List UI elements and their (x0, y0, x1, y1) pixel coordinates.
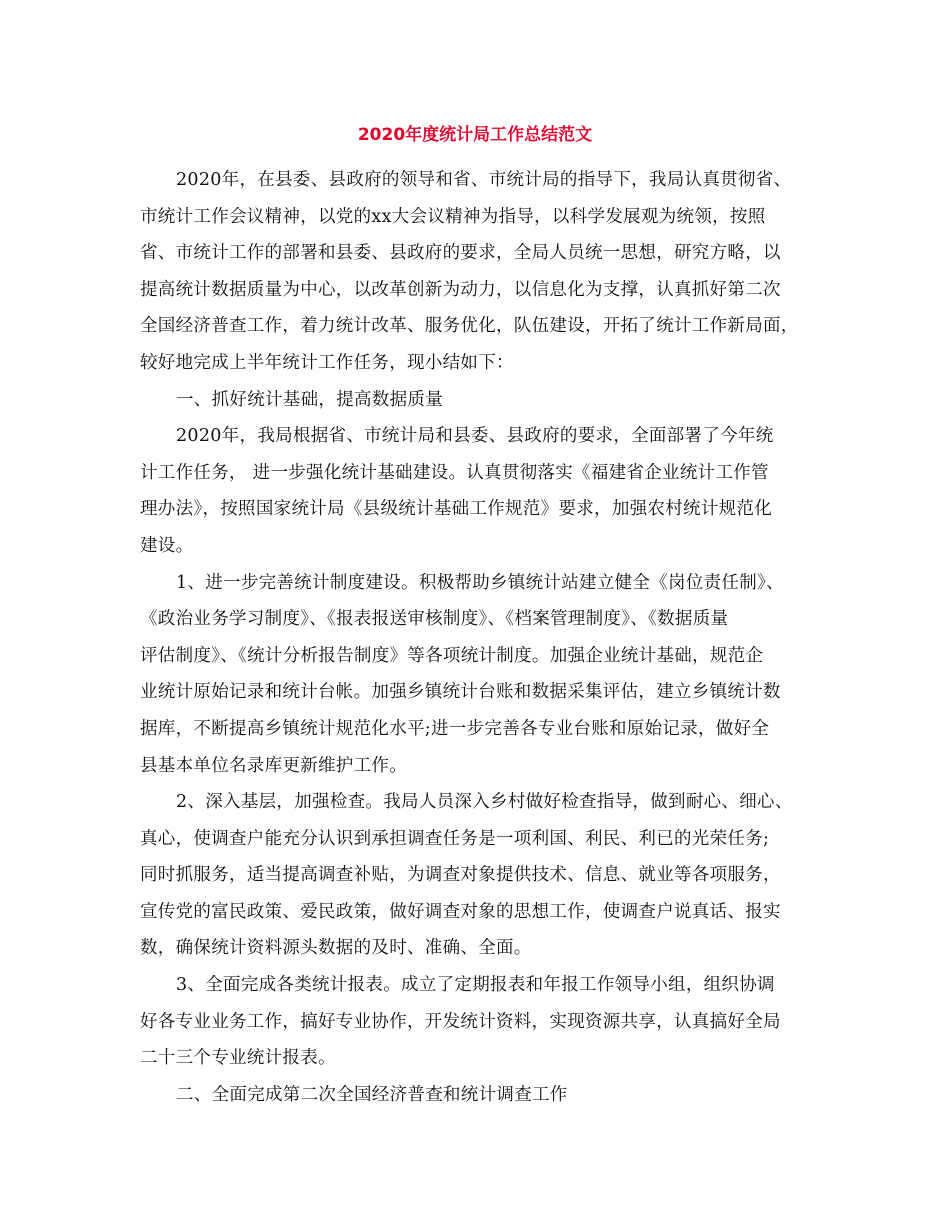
text-line: 2020年，在县委、县政府的领导和省、市统计局的指导下，我局认真贯彻省、 (176, 170, 792, 190)
text-line: 2020年，我局根据省、市统计局和县委、县政府的要求，全面部署了今年统 (176, 426, 774, 447)
text-line: 二十三个专业统计报表。 (140, 1048, 336, 1069)
document-title: 2020年度统计局工作总结范文 (357, 125, 593, 145)
text-line: 评估制度》、《统计分析报告制度》等各项统计制度。加强企业统计基础，规范企 (140, 645, 764, 666)
text-line: 建设。 (140, 535, 194, 556)
text-line: 真心，使调查户能充分认识到承担调查任务是一项利国、利民、利已的光荣任务; (140, 828, 770, 849)
text-line: 好各专业业务工作，搞好专业协作，开发统计资料，实现资源共享，认真搞好全局 (140, 1011, 781, 1032)
text-line: 同时抓服务，适当提高调查补贴，为调查对象提供技术、信息、就业等各项服务， (140, 865, 781, 886)
text-line: 市统计工作会议精神，以党的xx大会议精神为指导，以科学发展观为统领，按照 (140, 206, 766, 227)
text-line: 2、深入基层，加强检查。我局人员深入乡村做好检查指导，做到耐心、细心、 (176, 792, 793, 813)
text-line: 《政治业务学习制度》、《报表报送审核制度》、《档案管理制度》、《数据质量 (140, 609, 729, 630)
text-line: 全国经济普查工作，着力统计改革、服务优化，队伍建设，开拓了统计工作新局面， (140, 316, 799, 337)
text-line: 县基本单位名录库更新维护工作。 (140, 755, 407, 776)
text-line: 计工作任务， 进一步强化统计基础建设。认真贯彻落实《福建省企业统计工作管 (140, 462, 769, 483)
document-body (140, 162, 820, 1113)
text-line: 省、市统计工作的部署和县委、县政府的要求，全局人员统一思想，研究方略，以 (140, 243, 781, 264)
text-line: 业统计原始记录和统计台帐。加强乡镇统计台账和数据采集评估，建立乡镇统计数 (140, 682, 781, 703)
text-line: 一、抓好统计基础，提高数据质量 (176, 389, 443, 410)
text-line: 提高统计数据质量为中心，以改革创新为动力，以信息化为支撑，认真抓好第二次 (140, 279, 781, 300)
text-line: 较好地完成上半年统计工作任务，现小结如下： (140, 352, 514, 373)
text-line: 理办法》，按照国家统计局《县级统计基础工作规范》要求，加强农村统计规范化 (140, 499, 773, 520)
text-line: 据库，不断提高乡镇统计规范化水平;进一步完善各专业台账和原始记录，做好全 (140, 718, 770, 739)
text-line: 二、全面完成第二次全国经济普查和统计调查工作 (176, 1084, 568, 1105)
text-line: 1、进一步完善统计制度建设。积极帮助乡镇统计站建立健全《岗位责任制》、 (176, 572, 784, 593)
text-line: 3、全面完成各类统计报表。成立了定期报表和年报工作领导小组，组织协调 (176, 975, 775, 996)
text-line: 宣传党的富民政策、爱民政策，做好调查对象的思想工作，使调查户说真话、报实 (140, 901, 781, 922)
text-line: 数，确保统计资料源头数据的及时、准确、全面。 (140, 938, 532, 959)
